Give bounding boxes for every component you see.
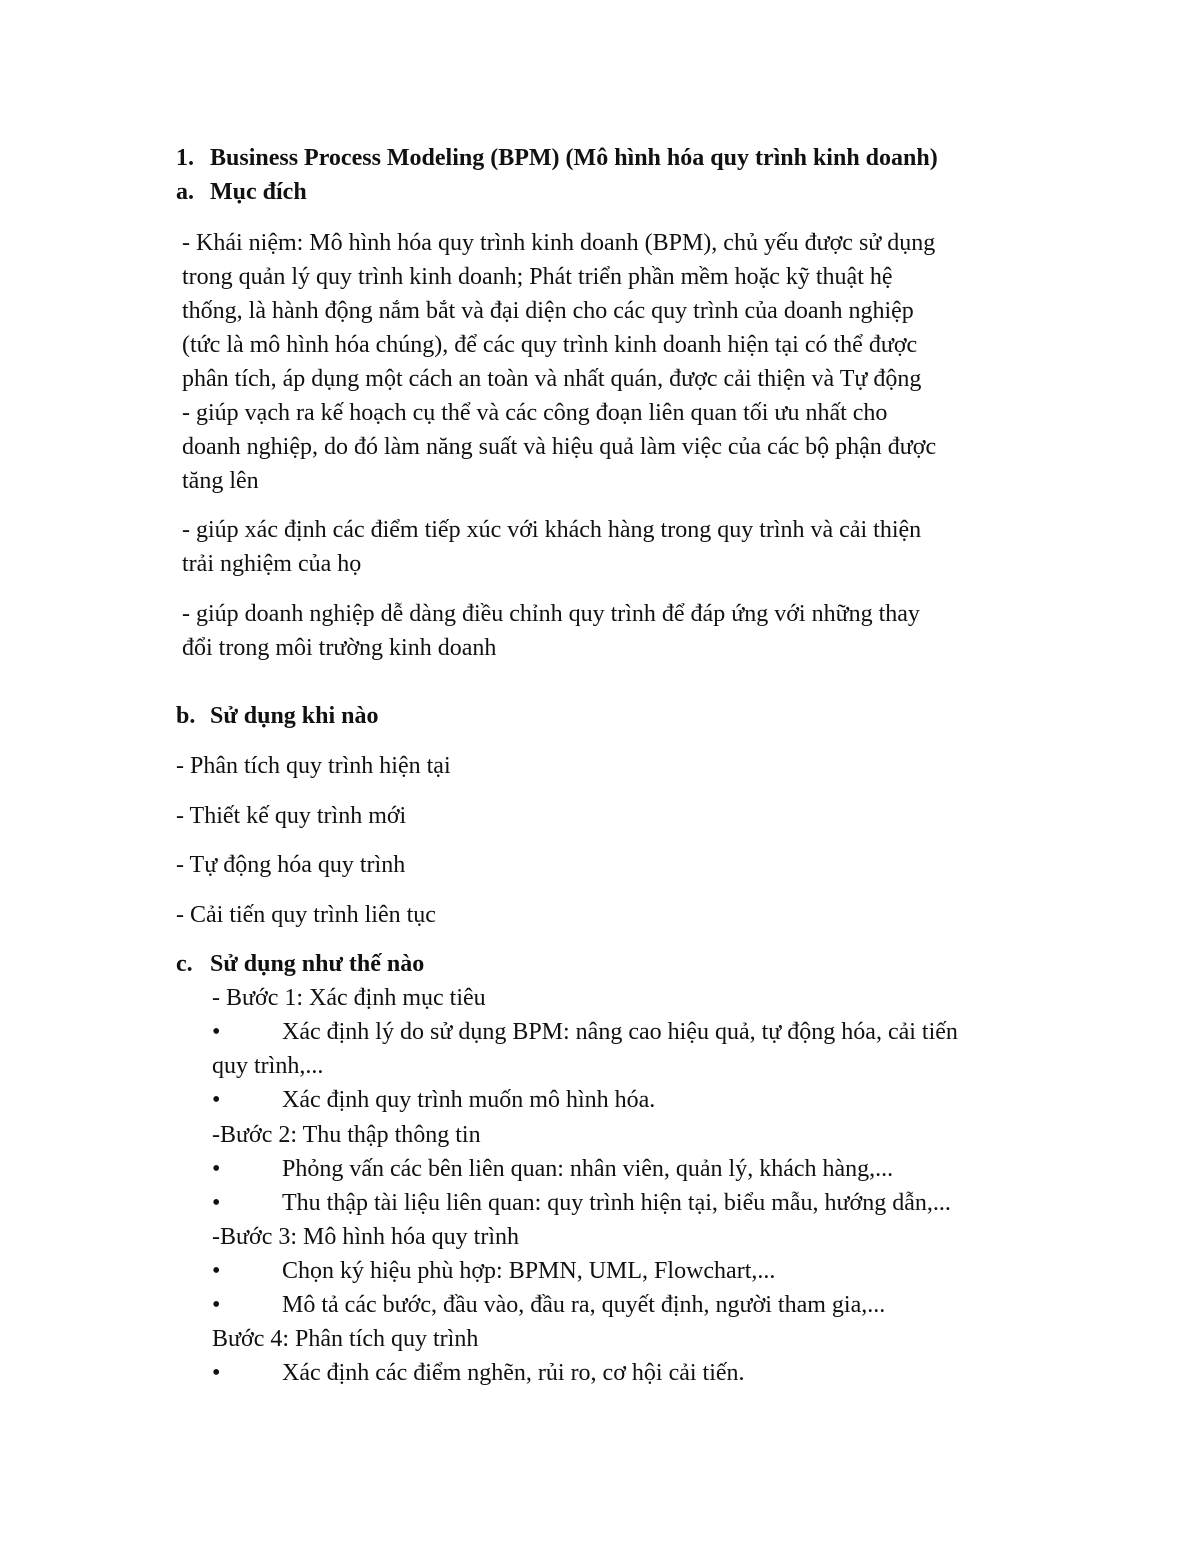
section-1-title: Business Process Modeling (BPM) (Mô hình hóa quy trình kinh doanh) — [210, 145, 938, 171]
list-item: Xác định lý do sử dụng BPM: nâng cao hiệu quả, tự động hóa, cải tiến — [282, 1019, 958, 1045]
section-a-letter: a. — [176, 179, 194, 205]
list-item: Thu thập tài liệu liên quan: quy trình hiện tại, biểu mẫu, hướng dẫn,... — [282, 1190, 951, 1216]
bullet-icon: • — [212, 1360, 221, 1386]
paragraph-line: (tức là mô hình hóa chúng), để các quy trình kinh doanh hiện tại có thể được — [182, 332, 918, 358]
list-item: Chọn ký hiệu phù hợp: BPMN, UML, Flowchart,... — [282, 1258, 776, 1284]
bullet-icon: • — [212, 1087, 221, 1113]
step-3-label: -Bước 3: Mô hình hóa quy trình — [212, 1224, 520, 1250]
list-item: - Tự động hóa quy trình — [176, 852, 406, 878]
list-item: Xác định các điểm nghẽn, rủi ro, cơ hội cải tiến. — [282, 1360, 745, 1386]
paragraph-line: phân tích, áp dụng một cách an toàn và nhất quán, được cải thiện và Tự động — [182, 366, 922, 392]
list-item: quy trình,... — [212, 1053, 324, 1079]
paragraph-line: trong quản lý quy trình kinh doanh; Phát triển phần mềm hoặc kỹ thuật hệ — [182, 264, 893, 290]
bullet-icon: • — [212, 1292, 221, 1318]
section-b-title: Sử dụng khi nào — [210, 703, 379, 729]
section-b-heading — [176, 699, 379, 733]
list-item: - Cải tiến quy trình liên tục — [176, 902, 436, 928]
paragraph-line: doanh nghiệp, do đó làm năng suất và hiệu quả làm việc của các bộ phận được — [182, 434, 937, 460]
section-1-heading — [176, 141, 938, 175]
section-b-letter: b. — [176, 703, 196, 729]
step-1-label: - Bước 1: Xác định mục tiêu — [212, 985, 486, 1011]
paragraph-line: - giúp xác định các điểm tiếp xúc với khách hàng trong quy trình và cải thiện — [182, 517, 922, 543]
paragraph-line: trải nghiệm của họ — [182, 551, 362, 577]
paragraph-line: thống, là hành động nắm bắt và đại diện cho các quy trình của doanh nghiệp — [182, 298, 914, 324]
section-c-letter: c. — [176, 951, 193, 977]
paragraph-line: - giúp doanh nghiệp dễ dàng điều chỉnh quy trình để đáp ứng với những thay — [182, 601, 920, 627]
bullet-icon: • — [212, 1258, 221, 1284]
section-1-number: 1. — [176, 145, 194, 171]
bullet-icon: • — [212, 1019, 221, 1045]
paragraph-line: - Khái niệm: Mô hình hóa quy trình kinh doanh (BPM), chủ yếu được sử dụng — [182, 230, 936, 256]
bullet-icon: • — [212, 1190, 221, 1216]
list-item: Phỏng vấn các bên liên quan: nhân viên, quản lý, khách hàng,... — [282, 1156, 894, 1182]
section-c-heading — [176, 947, 424, 981]
step-4-label: Bước 4: Phân tích quy trình — [212, 1326, 479, 1352]
section-a-title: Mục đích — [210, 179, 307, 205]
list-item: Mô tả các bước, đầu vào, đầu ra, quyết định, người tham gia,... — [282, 1292, 886, 1318]
paragraph-line: - giúp vạch ra kế hoạch cụ thể và các công đoạn liên quan tối ưu nhất cho — [182, 400, 888, 426]
list-item: Xác định quy trình muốn mô hình hóa. — [282, 1087, 656, 1113]
paragraph-line: tăng lên — [182, 468, 259, 494]
section-c-title: Sử dụng như thế nào — [210, 951, 425, 977]
step-2-label: -Bước 2: Thu thập thông tin — [212, 1122, 481, 1148]
list-item: - Phân tích quy trình hiện tại — [176, 753, 451, 779]
paragraph-line: đổi trong môi trường kinh doanh — [182, 635, 497, 661]
section-a-heading — [176, 175, 307, 209]
bullet-icon: • — [212, 1156, 221, 1182]
list-item: - Thiết kế quy trình mới — [176, 803, 407, 829]
